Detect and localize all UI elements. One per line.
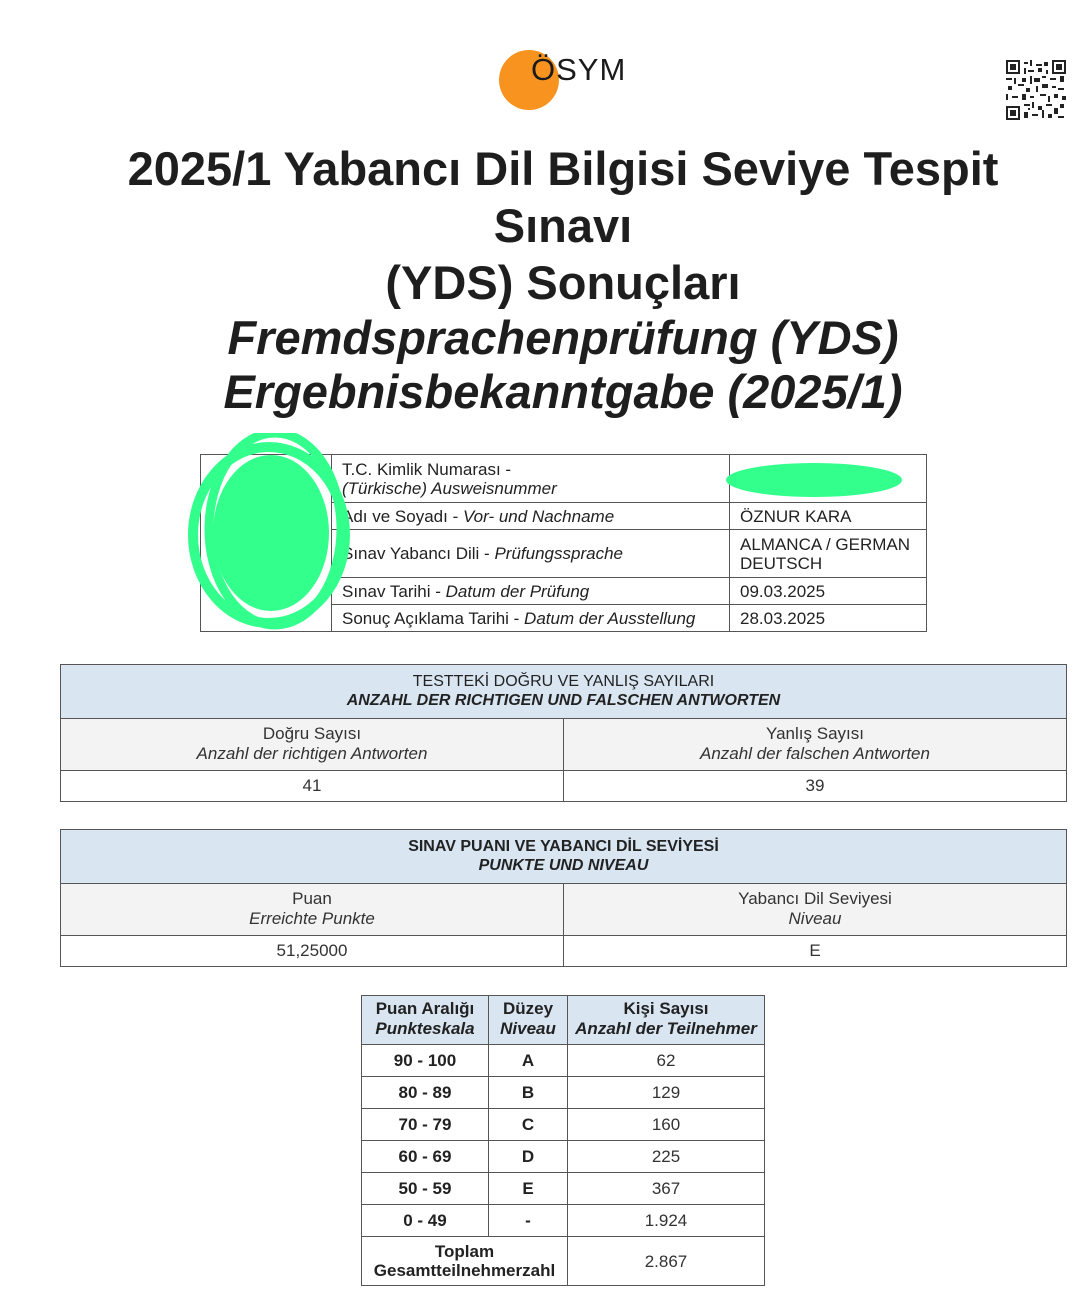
scale-level: - bbox=[489, 1205, 568, 1237]
id-redaction bbox=[722, 459, 906, 501]
points-header bbox=[61, 884, 564, 936]
scale-total-label-tr: Toplam bbox=[434, 1242, 495, 1261]
info-label-cell bbox=[332, 578, 730, 605]
scale-level: C bbox=[489, 1109, 568, 1141]
scale-header-range-de: Punkteskala bbox=[375, 1019, 475, 1038]
title-line-2: Sınavı bbox=[493, 199, 633, 252]
scale-row bbox=[362, 1109, 765, 1141]
osym-logo bbox=[497, 48, 637, 114]
answers-table bbox=[60, 664, 1067, 802]
wrong-value: 39 bbox=[564, 771, 1067, 802]
scale-count: 225 bbox=[568, 1141, 765, 1173]
info-label-cell bbox=[332, 605, 730, 632]
wrong-label-tr: Yanlış Sayısı bbox=[766, 724, 864, 743]
scale-range: 0 - 49 bbox=[362, 1205, 489, 1237]
language-value: ALMANCA / GERMAN DEUTSCH bbox=[730, 530, 927, 578]
scale-level: B bbox=[489, 1077, 568, 1109]
title-line-1: 2025/1 Yabancı Dil Bilgisi Seviye Tespit bbox=[127, 142, 999, 195]
answers-header bbox=[61, 665, 1067, 719]
result-date-value: 28.03.2025 bbox=[730, 605, 927, 632]
scale-count: 367 bbox=[568, 1173, 765, 1205]
personal-info-table bbox=[200, 454, 927, 632]
tc-label-tr: T.C. Kimlik Numarası - bbox=[342, 459, 512, 479]
points-label-tr: Puan bbox=[292, 889, 332, 908]
scale-header-level-de: Niveau bbox=[500, 1019, 556, 1038]
scale-level: A bbox=[489, 1045, 568, 1077]
scale-level: E bbox=[489, 1173, 568, 1205]
title-de-line-2: Ergebnisbekanntgabe (2025/1) bbox=[223, 365, 903, 418]
scale-header-level bbox=[489, 996, 568, 1045]
scale-row bbox=[362, 1077, 765, 1109]
score-table bbox=[60, 829, 1067, 967]
scale-header-level-tr: Düzey bbox=[502, 999, 554, 1018]
level-value: E bbox=[564, 936, 1067, 967]
score-title-tr: SINAV PUANI VE YABANCI DİL SEVİYESİ bbox=[408, 838, 719, 855]
scale-range: 50 - 59 bbox=[362, 1173, 489, 1205]
scale-total-row bbox=[362, 1237, 765, 1286]
language-label-tr: Sınav Yabancı Dili - bbox=[342, 544, 495, 563]
exam-date-value: 09.03.2025 bbox=[730, 578, 927, 605]
score-scale-table bbox=[361, 995, 765, 1286]
qr-code bbox=[1006, 60, 1066, 120]
photo-cell bbox=[201, 455, 332, 632]
photo-redaction bbox=[171, 433, 371, 633]
correct-label-de: Anzahl der richtigen Antworten bbox=[196, 744, 428, 763]
name-label-de: Vor- und Nachname bbox=[462, 506, 615, 526]
answers-title-de: ANZAHL DER RICHTIGEN UND FALSCHEN ANTWORTEN bbox=[346, 692, 781, 709]
level-label-de: Niveau bbox=[788, 909, 842, 928]
scale-header-range bbox=[362, 996, 489, 1045]
logo-text: ÖSYM bbox=[531, 52, 627, 87]
correct-label-tr: Doğru Sayısı bbox=[262, 724, 362, 743]
answers-title-tr: TESTTEKİ DOĞRU VE YANLIŞ SAYILARI bbox=[412, 673, 715, 690]
title-line-3: (YDS) Sonuçları bbox=[385, 256, 741, 309]
tc-value-cell bbox=[730, 455, 927, 503]
scale-row bbox=[362, 1173, 765, 1205]
scale-header-range-tr: Puan Aralığı bbox=[375, 999, 475, 1018]
scale-count: 1.924 bbox=[568, 1205, 765, 1237]
result-date-label-de: Datum der Ausstellung bbox=[524, 608, 696, 628]
scale-range: 70 - 79 bbox=[362, 1109, 489, 1141]
title-de-line-1: Fremdsprachenprüfung (YDS) bbox=[227, 311, 899, 364]
correct-header bbox=[61, 719, 564, 771]
scale-level: D bbox=[489, 1141, 568, 1173]
points-label-de: Erreichte Punkte bbox=[249, 909, 375, 928]
language-label-de: Prüfungssprache bbox=[494, 544, 623, 563]
level-label-tr: Yabancı Dil Seviyesi bbox=[738, 889, 892, 908]
info-label-cell bbox=[332, 455, 730, 503]
info-label-cell bbox=[332, 530, 730, 578]
scale-row bbox=[362, 1045, 765, 1077]
scale-count: 129 bbox=[568, 1077, 765, 1109]
scale-range: 60 - 69 bbox=[362, 1141, 489, 1173]
info-row bbox=[201, 455, 927, 503]
scale-row bbox=[362, 1141, 765, 1173]
scale-count: 62 bbox=[568, 1045, 765, 1077]
scale-range: 80 - 89 bbox=[362, 1077, 489, 1109]
correct-value: 41 bbox=[61, 771, 564, 802]
name-value: ÖZNUR KARA bbox=[730, 503, 927, 530]
exam-date-label-de: Datum der Prüfung bbox=[445, 581, 590, 601]
points-value: 51,25000 bbox=[61, 936, 564, 967]
scale-header-count bbox=[568, 996, 765, 1045]
scale-header-count-de: Anzahl der Teilnehmer bbox=[575, 1019, 757, 1038]
tc-label-de: (Türkische) Ausweisnummer bbox=[342, 478, 557, 498]
wrong-header bbox=[564, 719, 1067, 771]
scale-row bbox=[362, 1205, 765, 1237]
scale-count: 160 bbox=[568, 1109, 765, 1141]
score-title-de: PUNKTE UND NIVEAU bbox=[478, 857, 649, 874]
exam-date-label-tr: Sınav Tarihi - bbox=[342, 581, 446, 601]
page-title bbox=[60, 140, 1066, 419]
level-header bbox=[564, 884, 1067, 936]
name-label-tr: Adı ve Soyadı - bbox=[342, 506, 463, 526]
scale-total-label-de: Gesamtteilnehmerzahl bbox=[373, 1261, 556, 1280]
scale-total-value: 2.867 bbox=[568, 1237, 765, 1286]
info-label-cell bbox=[332, 503, 730, 530]
scale-total-label bbox=[362, 1237, 568, 1286]
scale-range: 90 - 100 bbox=[362, 1045, 489, 1077]
score-header bbox=[61, 830, 1067, 884]
wrong-label-de: Anzahl der falschen Antworten bbox=[700, 744, 930, 763]
result-date-label-tr: Sonuç Açıklama Tarihi - bbox=[342, 608, 525, 628]
scale-header-count-tr: Kişi Sayısı bbox=[623, 999, 709, 1018]
